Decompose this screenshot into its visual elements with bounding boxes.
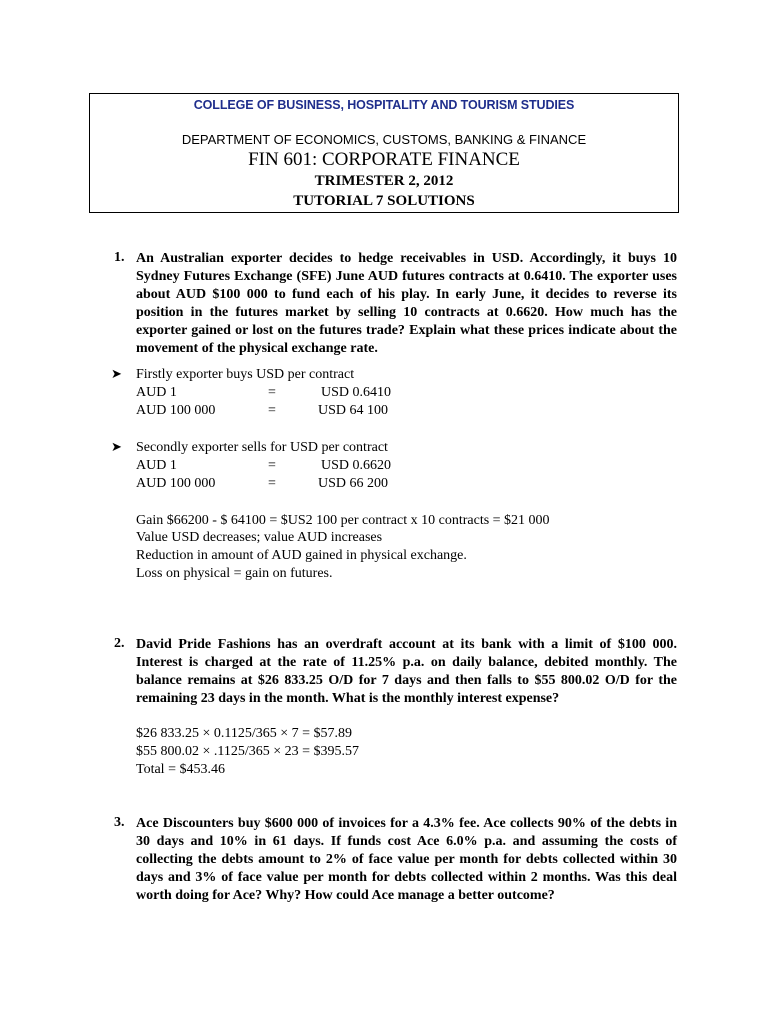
department-name: DEPARTMENT OF ECONOMICS, CUSTOMS, BANKING & FINANCE	[181, 132, 587, 147]
q1-row-1-right: USD 0.6410	[321, 385, 392, 400]
question-3-number: 3.	[114, 815, 125, 830]
arrow-bullet-icon: ➤	[111, 440, 122, 455]
q1-bullet-1: Firstly exporter buys USD per contract	[136, 367, 355, 382]
q1-row-3-left: AUD 1	[136, 458, 177, 473]
q1-row-2-left: AUD 100 000	[136, 403, 216, 418]
question-1-number: 1.	[114, 250, 125, 265]
q2-answer-line-2: $55 800.02 × .1125/365 × 23 = $395.57	[136, 744, 360, 759]
q1-bullet-2: Secondly exporter sells for USD per contract	[136, 440, 388, 455]
q1-row-2-right: USD 64 100	[318, 403, 389, 418]
question-3-text: Ace Discounters buy $600 000 of invoices for a 4.3% fee. Ace collects 90% of the debts in 30 days and 10% in 61 days. If funds cost Ace 6.0% p.a. and assuming the costs of collecting the debts amount to 2% of face value per month for debts collected within 30 days and 3% of face value per month for debts collected within 2 months. Was this deal worth doing for Ace? Why? How could Ace manage a better outcome?	[136, 816, 677, 903]
q1-answer-line-4: Loss on physical = gain on futures.	[136, 566, 333, 581]
arrow-bullet-icon: ➤	[111, 367, 122, 382]
q2-answer-line-3: Total = $453.46	[136, 762, 225, 777]
q1-answer-line-3: Reduction in amount of AUD gained in physical exchange.	[136, 548, 467, 563]
q1-row-3-eq: =	[268, 458, 276, 473]
q1-answer-line-1: Gain $66200 - $ 64100 = $US2 100 per contract x 10 contracts = $21 000	[136, 513, 550, 528]
q2-answer-line-1: $26 833.25 × 0.1125/365 × 7 = $57.89	[136, 726, 353, 741]
tutorial-title: TUTORIAL 7 SOLUTIONS	[293, 193, 475, 209]
header-box	[89, 93, 679, 213]
question-2-text: David Pride Fashions has an overdraft account at its bank with a limit of $100 000. Interest is charged at the rate of 11.25% p.a. on daily balance, debited monthly. The balance remains at $26 833.25 O/D for 7 days and then falls to $55 800.02 O/D for the remaining 23 days in the month. What is the monthly interest expense?	[136, 637, 677, 706]
college-name: COLLEGE OF BUSINESS, HOSPITALITY AND TOURISM STUDIES	[193, 98, 575, 112]
q1-row-1-left: AUD 1	[136, 385, 177, 400]
q1-row-3-right: USD 0.6620	[321, 458, 392, 473]
q1-row-4-right: USD 66 200	[318, 476, 389, 491]
q1-row-1-eq: =	[268, 385, 276, 400]
question-2-number: 2.	[114, 636, 125, 651]
q1-row-4-eq: =	[268, 476, 276, 491]
q1-row-2-eq: =	[268, 403, 276, 418]
q1-row-4-left: AUD 100 000	[136, 476, 216, 491]
question-1-text: An Australian exporter decides to hedge receivables in USD. Accordingly, it buys 10 Sydney Futures Exchange (SFE) June AUD futures contracts at 0.6410. The exporter uses about AUD $100 000 to fund each of his play. In early June, it decides to reverse its position in the futures market by selling 10 contracts at 0.6620. How much has the exporter gained or lost on the futures trade? Explain what these prices indicate about the movement of the physical exchange rate.	[136, 251, 677, 356]
trimester-label: TRIMESTER 2, 2012	[314, 173, 454, 189]
q1-answer-line-2: Value USD decreases; value AUD increases	[136, 530, 383, 545]
course-title: FIN 601: CORPORATE FINANCE	[248, 149, 520, 170]
